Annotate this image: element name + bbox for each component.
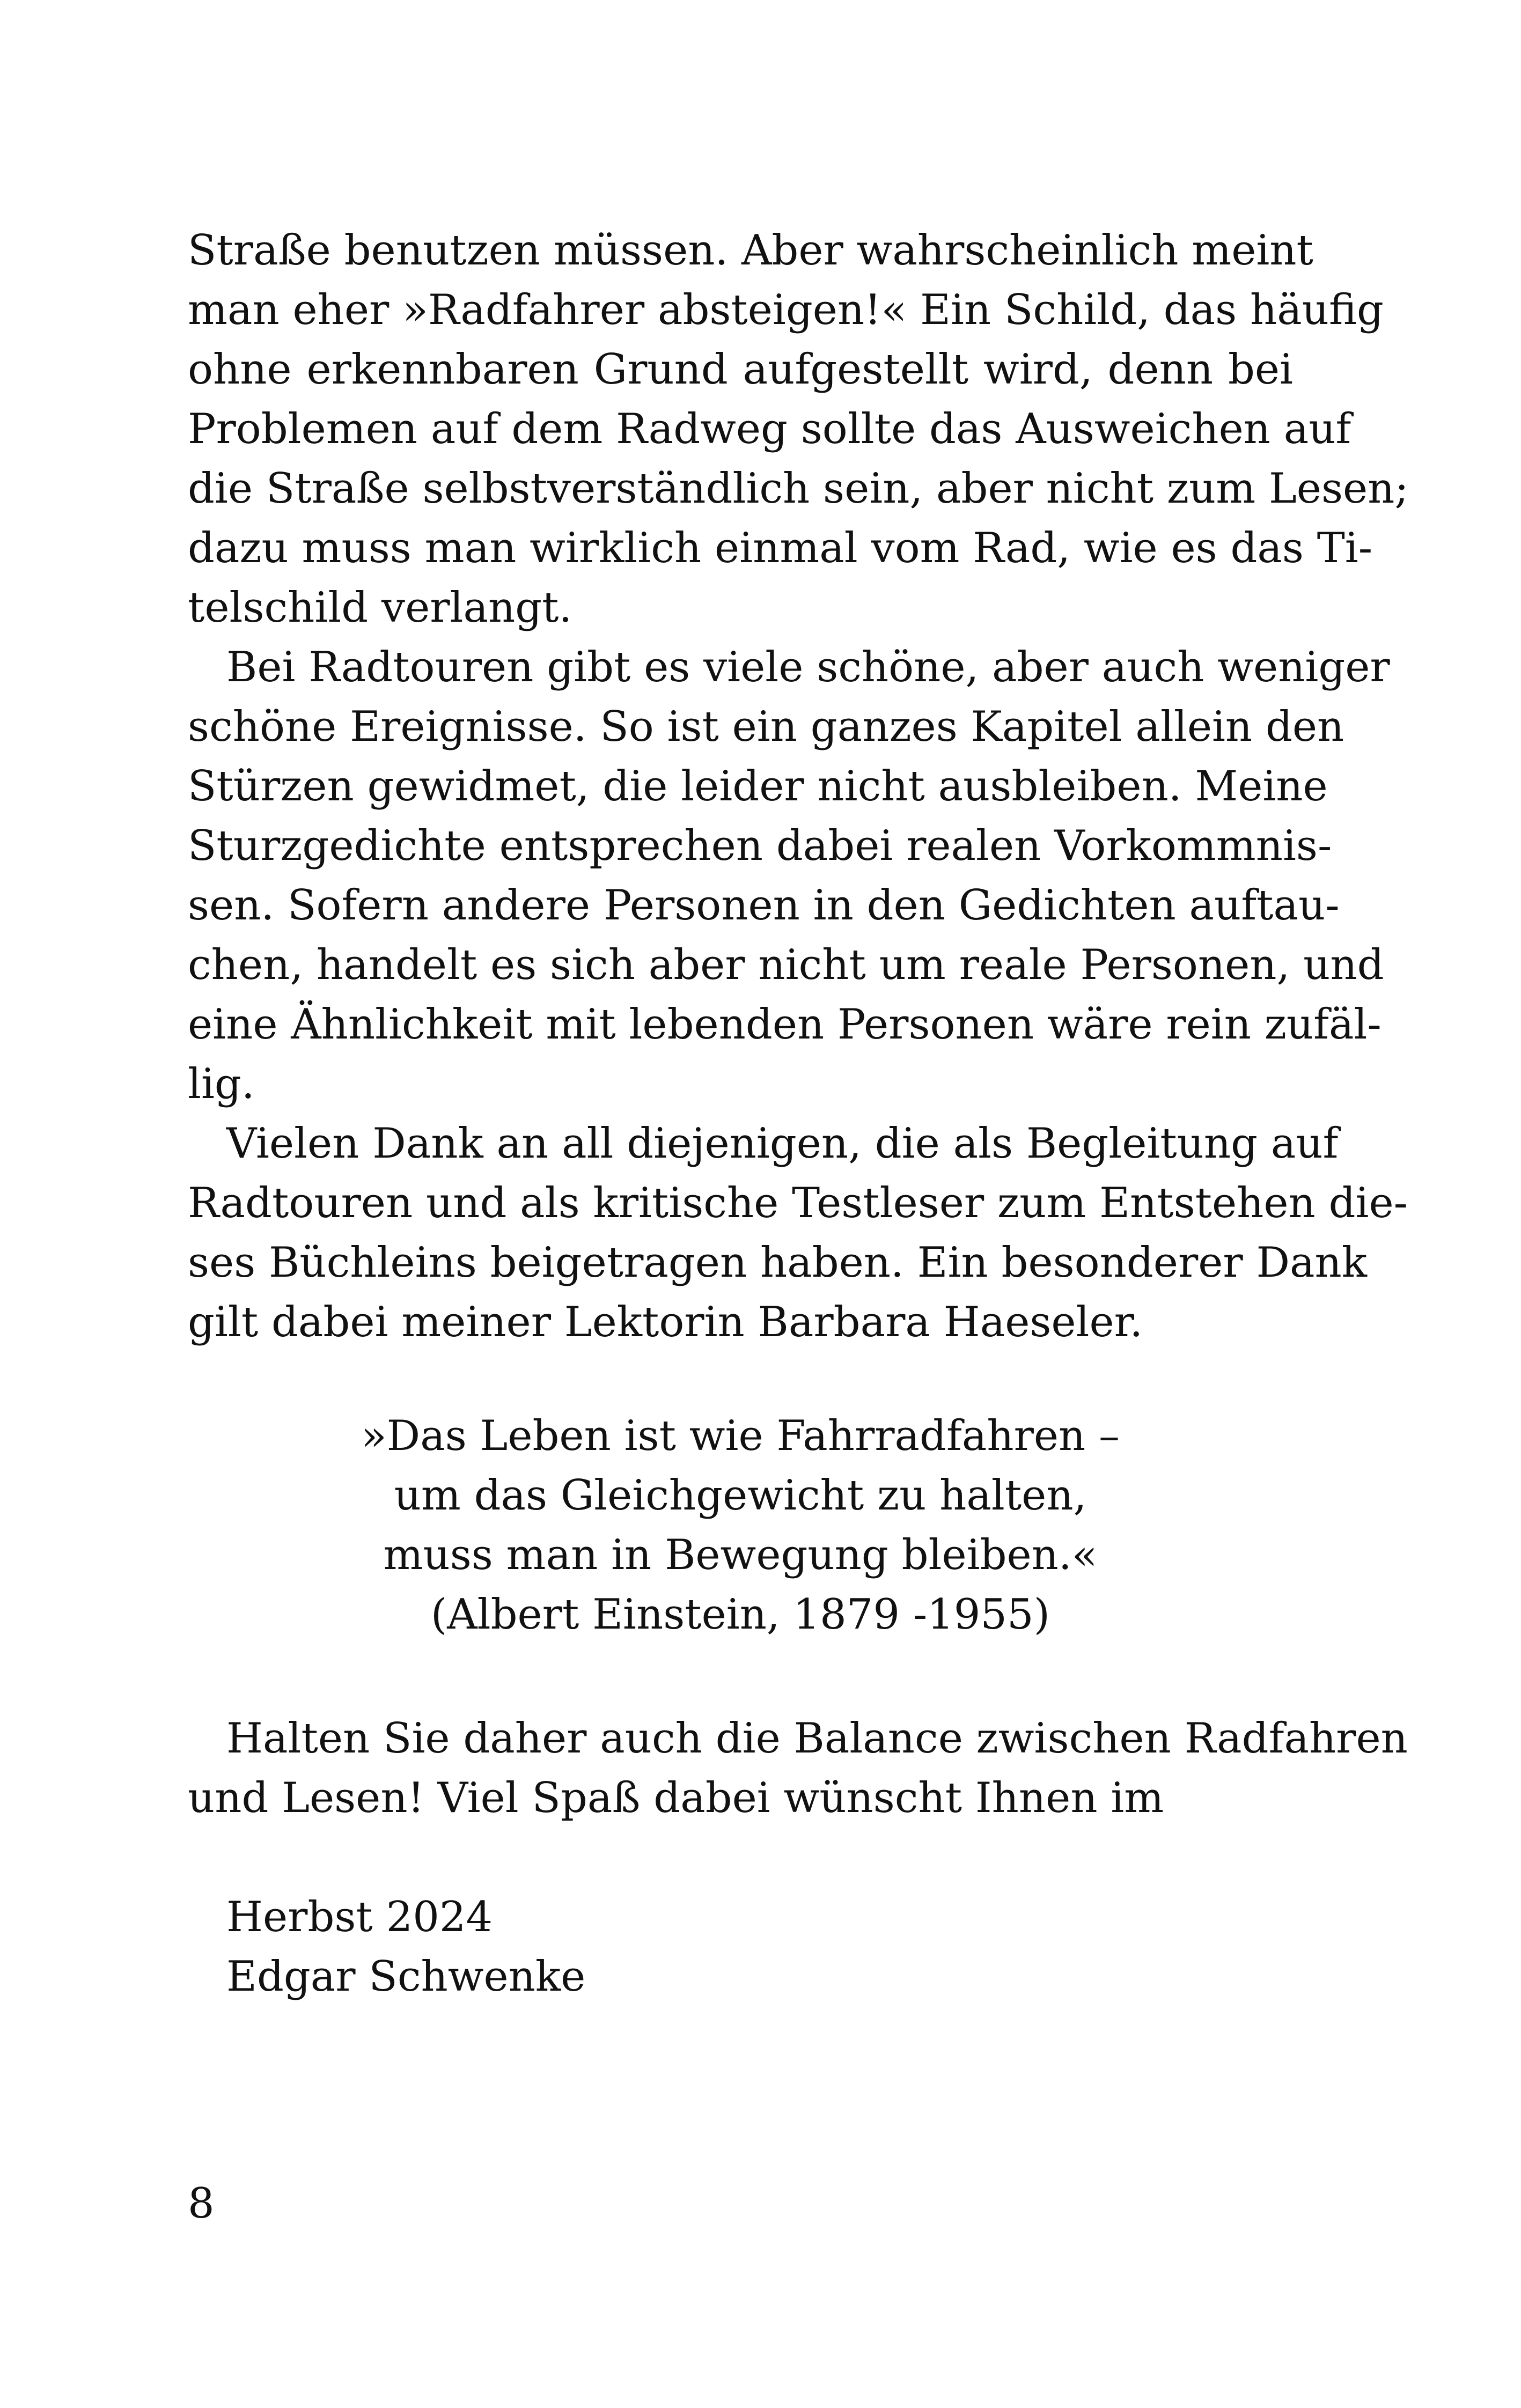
- paragraph-2: [188, 638, 1390, 1114]
- text-line: eine Ähnlichkeit mit lebenden Personen wäre rein zufäl-: [188, 1000, 1382, 1049]
- text-line: Stürzen gewidmet, die leider nicht ausbleiben. Meine: [188, 762, 1328, 811]
- signature-date: Herbst 2024: [226, 1893, 493, 1941]
- text-line: gilt dabei meiner Lektorin Barbara Haeseler.: [188, 1298, 1143, 1346]
- einstein-quote: [188, 1406, 1293, 1645]
- text-line: Bei Radtouren gibt es viele schöne, aber auch weniger: [226, 643, 1390, 691]
- text-line: dazu muss man wirklich einmal vom Rad, wie es das Ti-: [188, 524, 1373, 572]
- text-line: die Straße selbstverständlich sein, aber nicht zum Lesen;: [188, 465, 1409, 513]
- signature-author: Edgar Schwenke: [226, 1953, 586, 2001]
- quote-attribution: (Albert Einstein, 1879 -1955): [430, 1590, 1050, 1639]
- text-line: Radtouren und als kritische Testleser zum Entstehen die-: [188, 1179, 1408, 1227]
- paragraph-3: [188, 1114, 1408, 1352]
- page-number: 8: [188, 2179, 215, 2228]
- text-line: man eher »Radfahrer absteigen!« Ein Schild, das häufig: [188, 286, 1384, 334]
- text-line: Halten Sie daher auch die Balance zwischen Radfahren: [226, 1714, 1408, 1763]
- quote-line: um das Gleichgewicht zu halten,: [394, 1471, 1087, 1520]
- text-line: Straße benutzen müssen. Aber wahrscheinlich meint: [188, 226, 1313, 275]
- closing-paragraph: [188, 1709, 1408, 1828]
- text-line: Vielen Dank an all diejenigen, die als Begleitung auf: [226, 1120, 1339, 1168]
- text-line: lig.: [188, 1060, 255, 1108]
- text-line: ohne erkennbaren Grund aufgestellt wird, denn bei: [188, 345, 1293, 394]
- text-line: chen, handelt es sich aber nicht um reale Personen, und: [188, 941, 1384, 989]
- text-line: ses Büchleins beigetragen haben. Ein besonderer Dank: [188, 1239, 1368, 1287]
- quote-line: muss man in Bewegung bleiben.«: [383, 1531, 1098, 1579]
- quote-line: »Das Leben ist wie Fahrradfahren –: [361, 1412, 1120, 1460]
- text-line: Problemen auf dem Radweg sollte das Ausweichen auf: [188, 405, 1351, 453]
- text-line: schöne Ereignisse. So ist ein ganzes Kapitel allein den: [188, 703, 1344, 751]
- text-line: und Lesen! Viel Spaß dabei wünscht Ihnen im: [188, 1774, 1164, 1822]
- text-line: sen. Sofern andere Personen in den Gedichten auftau-: [188, 881, 1340, 930]
- text-line: Sturzgedichte entsprechen dabei realen Vorkommnis-: [188, 822, 1332, 870]
- paragraph-1: [188, 221, 1409, 638]
- signature: [188, 1888, 1293, 2007]
- text-line: telschild verlangt.: [188, 584, 572, 632]
